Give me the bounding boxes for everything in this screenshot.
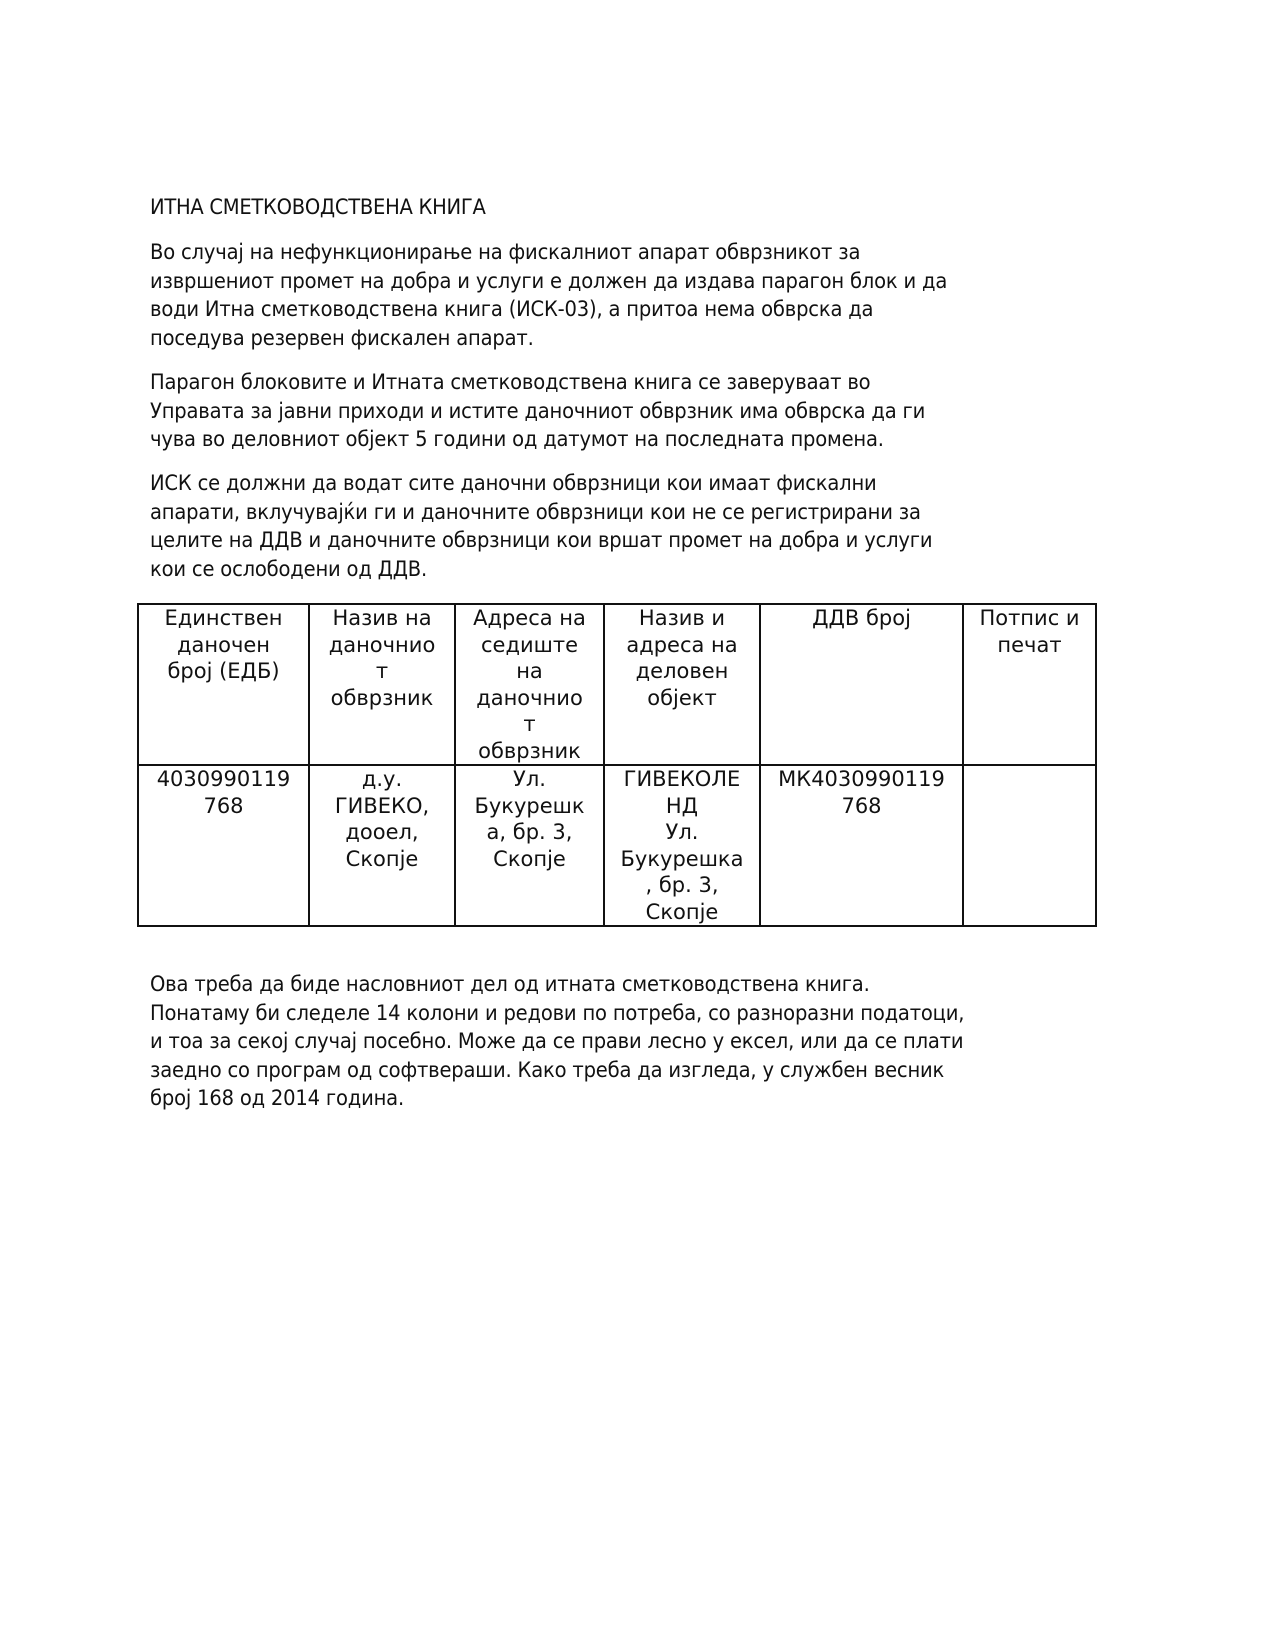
cell-edb: 4030990119 768	[138, 765, 309, 926]
header-cell-edb: Единствен даночен број (ЕДБ)	[138, 604, 309, 765]
paragraph-line: заедно со програм од софтвераши. Како треба да изгледа, у службен весник	[150, 1057, 945, 1082]
paragraph-line: Понатаму би следеле 14 колони и редови по потреба, со разноразни податоци,	[150, 1000, 965, 1025]
paragraph-line: апарати, вклучувајќи ги и даночните обврзници кои не се регистрирани за	[150, 499, 921, 524]
paragraph-line: Во случај на нефункционирање на фискалниот апарат обврзникот за	[150, 240, 861, 264]
document-title: ИТНА СМЕТКОВОДСТВЕНА КНИГА	[150, 195, 486, 219]
paragraph-certification	[150, 368, 1150, 454]
cell-business-premises: ГИВЕКОЛЕ НД Ул. Букурешка , бр. 3, Скопје	[604, 765, 760, 926]
table-row	[138, 765, 1096, 926]
paragraph-line: поседува резервен фискален апарат.	[150, 325, 534, 350]
header-cell-taxpayer-name: Назив на даночнио т обврзник	[309, 604, 455, 765]
paragraph-line: кои се ослободени од ДДВ.	[150, 556, 428, 581]
paragraph-closing-note	[150, 970, 1150, 1113]
header-cell-vat-number: ДДВ број	[760, 604, 963, 765]
paragraph-line: Ова треба да биде насловниот дел од итната сметководствена книга.	[150, 972, 870, 996]
cell-vat-number: МК4030990119 768	[760, 765, 963, 926]
header-cell-signature-stamp: Потпис и печат	[963, 604, 1096, 765]
paragraph-line: Управата за јавни приходи и истите даночниот обврзник има обврска да ги	[150, 398, 926, 423]
header-cell-headquarters-address: Адреса на седиште на даночнио т обврзник	[455, 604, 604, 765]
cell-taxpayer-name: д.у. ГИВЕКО, дооел, Скопје	[309, 765, 455, 926]
paragraph-fiscal-failure	[150, 238, 1150, 352]
table-header-row	[138, 604, 1096, 765]
header-cell-business-premises: Назив и адреса на деловен објект	[604, 604, 760, 765]
cell-signature-stamp	[963, 765, 1096, 926]
paragraph-line: Парагон блоковите и Итната сметководствена книга се заверуваат во	[150, 370, 871, 394]
paragraph-line: чува во деловниот објект 5 години од датумот на последната промена.	[150, 427, 884, 451]
paragraph-line: број 168 од 2014 година.	[150, 1086, 404, 1110]
taxpayer-table	[137, 603, 1097, 927]
paragraph-line: и тоа за секој случај посебно. Може да се прави лесно у ексел, или да се плати	[150, 1029, 964, 1053]
paragraph-line: целите на ДДВ и даночните обврзници кои вршат промет на добра и услуги	[150, 528, 933, 552]
cell-headquarters-address: Ул. Букурешк а, бр. 3, Скопје	[455, 765, 604, 926]
paragraph-line: води Итна сметководствена книга (ИСК-03), а притоа нема обврска да	[150, 297, 874, 321]
paragraph-line: извршениот промет на добра и услуги е должен да издава парагон блок и да	[150, 268, 948, 293]
paragraph-obligation	[150, 469, 1150, 583]
paragraph-line: ИСК се должни да водат сите даночни обврзници кои имаат фискални	[150, 471, 877, 495]
